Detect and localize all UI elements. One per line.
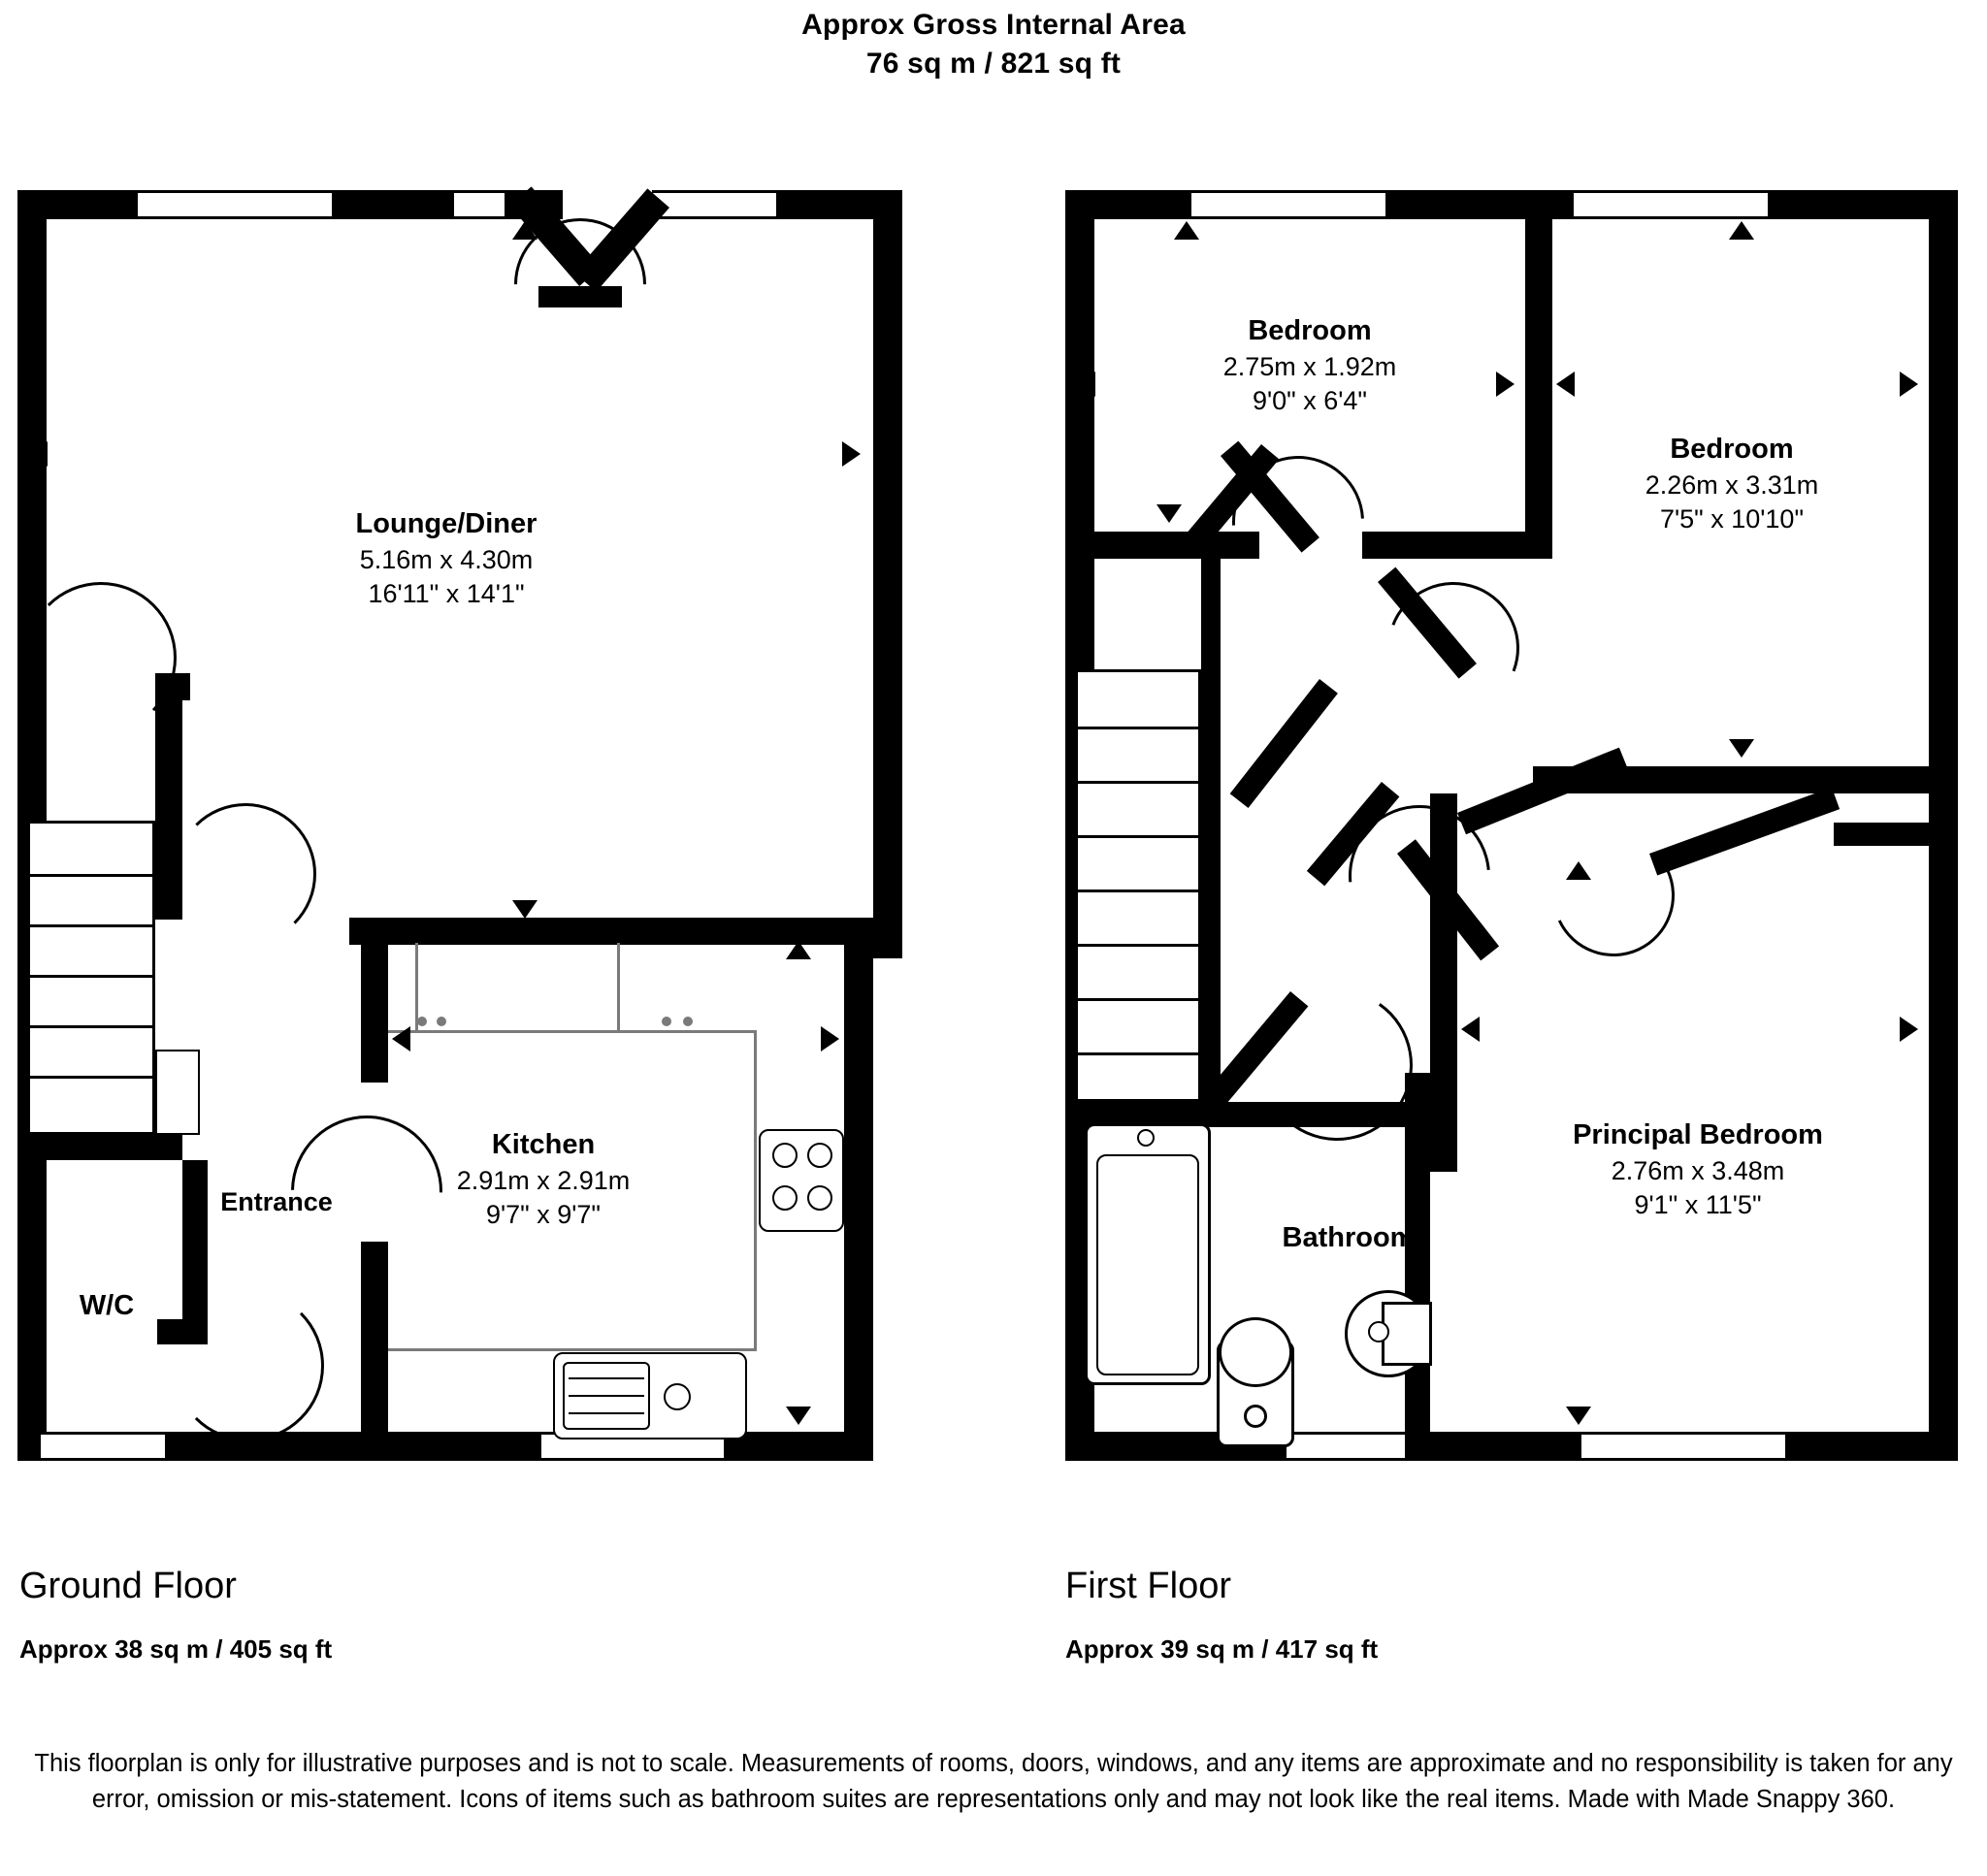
room-imperial-bedroom-2: 7'5" x 10'10" xyxy=(1659,503,1805,534)
dim-arrow-bedroom1-bottom xyxy=(1156,504,1182,523)
sink-drain-line-2 xyxy=(569,1395,644,1397)
cabinet-handle-4 xyxy=(683,1017,693,1026)
wall-bottom-right xyxy=(724,1432,873,1461)
wall-right-lower xyxy=(844,931,873,1455)
cabinet-handle-2 xyxy=(437,1017,446,1026)
staircase-ground xyxy=(27,821,155,1135)
dim-arrow-lounge-top xyxy=(512,221,537,240)
window-lounge-top-3 xyxy=(652,190,776,219)
room-metric-kitchen: 2.91m x 2.91m xyxy=(456,1165,631,1195)
wall-kitchen-left xyxy=(361,918,388,1083)
wall-principal-left-lower xyxy=(1430,1046,1457,1172)
room-name-kitchen: Kitchen xyxy=(491,1129,596,1160)
wall-ff-bottom-right xyxy=(1785,1432,1958,1461)
window-principal-bottom xyxy=(1581,1432,1785,1461)
header-line-1: Approx Gross Internal Area xyxy=(801,9,1186,41)
window-wc-bottom xyxy=(41,1432,165,1461)
sink-drain-line-1 xyxy=(569,1377,644,1379)
room-imperial-lounge-diner: 16'11" x 14'1" xyxy=(368,578,525,608)
room-metric-lounge-diner: 5.16m x 4.30m xyxy=(359,544,534,574)
sink-tap xyxy=(664,1383,691,1410)
dim-arrow-bedroom1-left xyxy=(1077,372,1095,397)
ground-floor-area: Approx 38 sq m / 405 sq ft xyxy=(19,1634,333,1664)
room-metric-bedroom-1: 2.75m x 1.92m xyxy=(1222,351,1397,381)
wall-principal-nook-2 xyxy=(1649,788,1840,876)
ground-floor-title: Ground Floor xyxy=(19,1566,237,1606)
worktop-kitchen-bottom xyxy=(388,1348,757,1351)
room-label-wc xyxy=(29,1288,184,1325)
washbasin-tap xyxy=(1368,1321,1389,1342)
worktop-kitchen-right xyxy=(754,1030,757,1350)
window-lounge-top-1 xyxy=(138,190,332,219)
dim-arrow-bedroom2-left xyxy=(1556,372,1575,397)
dim-arrow-bedroom2-right xyxy=(1900,372,1918,397)
room-imperial-bedroom-1: 9'0" x 6'4" xyxy=(1252,385,1368,415)
room-imperial-principal-bedroom: 9'1" x 11'5" xyxy=(1634,1189,1762,1219)
room-label-lounge-diner xyxy=(204,506,689,611)
stairs-landing-ground xyxy=(155,1050,200,1135)
door-swing-hall-lounge xyxy=(175,803,316,945)
wall-bedroom1-bottom xyxy=(1065,532,1259,559)
dim-arrow-principal-bottom xyxy=(1566,1407,1591,1425)
bathtub-tap xyxy=(1137,1129,1155,1147)
wall-principal-nook-3 xyxy=(1834,823,1958,846)
door-swing-lounge-hall xyxy=(25,582,177,733)
room-label-bedroom-1 xyxy=(1116,313,1504,418)
wall-kitchen-left-lower xyxy=(361,1242,388,1461)
cabinet-handle-1 xyxy=(417,1017,427,1026)
first-floor-title: First Floor xyxy=(1065,1566,1231,1606)
hob-ring-2 xyxy=(807,1143,832,1168)
door-swing-airing-cupboard xyxy=(1535,817,1691,973)
hob-icon xyxy=(759,1129,844,1232)
dim-arrow-kitchen-left xyxy=(392,1026,410,1051)
room-label-entrance xyxy=(136,1185,417,1219)
dim-arrow-lounge-right xyxy=(842,441,861,467)
toilet-bowl xyxy=(1219,1317,1292,1387)
dim-arrow-kitchen-right xyxy=(821,1026,839,1051)
room-metric-principal-bedroom: 2.76m x 3.48m xyxy=(1611,1155,1785,1185)
room-name-principal-bedroom: Principal Bedroom xyxy=(1573,1119,1823,1150)
dim-arrow-bedroom2-bottom xyxy=(1729,739,1754,758)
room-label-bathroom xyxy=(1203,1220,1494,1257)
room-name-bedroom-1: Bedroom xyxy=(1248,315,1372,346)
room-metric-bedroom-2: 2.26m x 3.31m xyxy=(1645,469,1819,500)
room-name-lounge-diner: Lounge/Diner xyxy=(355,508,537,539)
dim-arrow-principal-left xyxy=(1461,1017,1480,1042)
dim-arrow-kitchen-bottom xyxy=(786,1407,811,1425)
disclaimer-text: This floorplan is only for illustrative purposes and is not to scale. Measurements of rooms, doors, windows, and any items are approximate and no responsibility is taken for any error, omission or mis-statement. Icons of items such as bathroom suites are representations only and may not look like the real items. Made with Made Snappy 360. xyxy=(34,1750,1953,1814)
sink-drain-line-3 xyxy=(569,1412,644,1414)
cabinet-handle-3 xyxy=(662,1017,671,1026)
dim-arrow-lounge-left xyxy=(29,441,48,467)
wall-hall-bottom-sep xyxy=(17,1135,182,1160)
room-name-wc: W/C xyxy=(79,1290,135,1321)
dim-arrow-bedroom2-top xyxy=(1729,221,1754,240)
room-label-principal-bedroom xyxy=(1475,1117,1921,1222)
wall-landing-angle-4 xyxy=(1230,679,1338,808)
room-imperial-kitchen: 9'7" x 9'7" xyxy=(485,1199,602,1229)
hob-ring-3 xyxy=(772,1185,798,1211)
room-name-entrance: Entrance xyxy=(220,1187,333,1216)
window-bedroom1-top xyxy=(1191,190,1385,219)
hob-ring-4 xyxy=(807,1185,832,1211)
gross-internal-area-header xyxy=(0,6,1987,82)
room-label-bedroom-2 xyxy=(1543,432,1921,536)
wall-ff-bottom-mid xyxy=(1411,1432,1581,1461)
room-name-bathroom: Bathroom xyxy=(1282,1222,1416,1253)
dim-arrow-kitchen-top xyxy=(786,941,811,959)
room-name-bedroom-2: Bedroom xyxy=(1670,434,1794,465)
dim-arrow-principal-top xyxy=(1566,861,1591,880)
dim-arrow-bedroom1-top xyxy=(1174,221,1199,240)
wall-landing-right xyxy=(1201,559,1221,1102)
window-bathroom-bottom xyxy=(1287,1432,1411,1461)
bathtub-inner xyxy=(1096,1154,1199,1375)
worktop-kitchen-top xyxy=(388,1030,757,1033)
dim-arrow-principal-right xyxy=(1900,1017,1918,1042)
wall-bottom-left xyxy=(17,1432,41,1461)
header-line-2: 76 sq m / 821 sq ft xyxy=(865,47,1122,80)
staircase-first xyxy=(1075,669,1201,1102)
door-swing-entrance-front xyxy=(173,1290,324,1441)
cabinet-line-2 xyxy=(617,943,620,1030)
wall-top-mid xyxy=(332,190,454,219)
hob-ring-1 xyxy=(772,1143,798,1168)
first-floor-area: Approx 39 sq m / 417 sq ft xyxy=(1065,1634,1379,1664)
wall-right-upper xyxy=(873,190,902,947)
toilet-flush xyxy=(1244,1405,1267,1428)
dim-arrow-lounge-bottom xyxy=(512,900,537,919)
wall-bathroom-right xyxy=(1405,1073,1430,1461)
wall-bedroom1-bottom-right xyxy=(1362,532,1552,559)
window-bedroom2-top xyxy=(1574,190,1768,219)
wall-left-upper xyxy=(17,190,47,673)
